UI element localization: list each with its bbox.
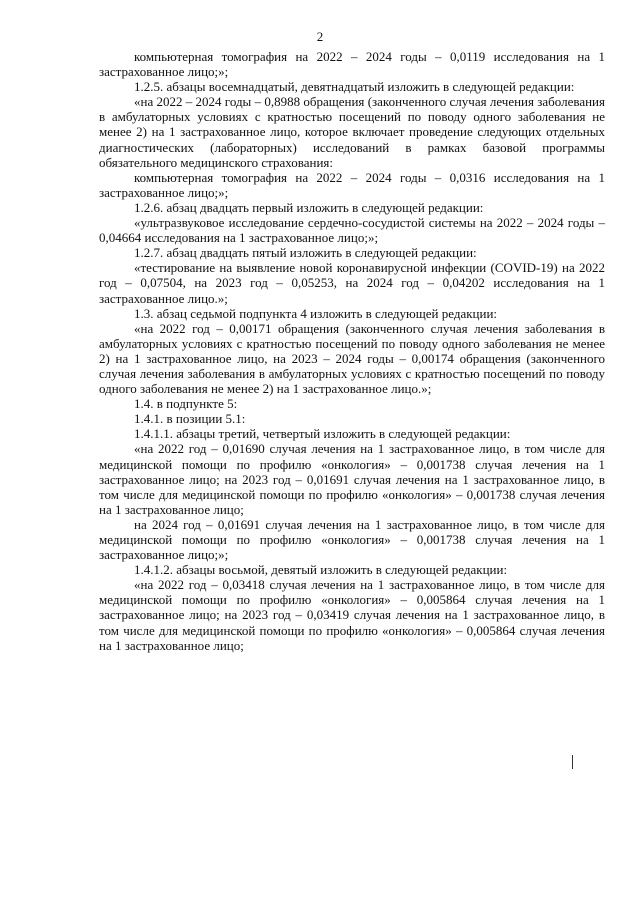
paragraph: 1.2.6. абзац двадцать первый изложить в следующей редакции: [134, 199, 484, 215]
paragraph: 1.4.1.1. абзацы третий, четвертый изложить в следующей редакции: [134, 426, 511, 442]
paragraph: «на 2022 – 2024 годы – 0,8988 обращения (законченного случая лечения заболевания в амбулаторных условиях с кратностью посещений по поводу одного заболевания не менее 2) на 1 застрахованное лицо, которое включает проведение следующих отдельных диагностических (лабораторных) исследований в рамках базовой программы обязательного медицинского страхования: [99, 94, 605, 170]
paragraph: 1.4. в подпункте 5: [134, 396, 238, 412]
document-body [99, 49, 605, 653]
paragraph: компьютерная томография на 2022 – 2024 годы – 0,0119 исследования на 1 застрахованное лицо;»; [99, 49, 605, 80]
paragraph: компьютерная томография на 2022 – 2024 годы – 0,0316 исследования на 1 застрахованное лицо;»; [99, 169, 605, 200]
paragraph: 1.2.5. абзацы восемнадцатый, девятнадцатый изложить в следующей редакции: [134, 79, 575, 95]
paragraph: 1.4.1. в позиции 5.1: [134, 411, 246, 427]
paragraph: 1.4.1.2. абзацы восьмой, девятый изложить в следующей редакции: [134, 562, 508, 578]
margin-mark [572, 755, 573, 769]
paragraph: «на 2022 год – 0,03418 случая лечения на 1 застрахованное лицо, в том числе для медицинской помощи по профилю «онкология» – 0,005864 случая лечения на 1 застрахованное лицо; на 2023 год – 0,03419 случая лечения на 1 застрахованное лицо, в том числе для медицинской помощи по профилю «онкология» – 0,005864 случая лечения на 1 застрахованное лицо; [99, 577, 605, 653]
paragraph: 1.3. абзац седьмой подпункта 4 изложить в следующей редакции: [134, 305, 498, 321]
paragraph: на 2024 год – 0,01691 случая лечения на 1 застрахованное лицо, в том числе для медицинской помощи по профилю «онкология» – 0,001738 случая лечения на 1 застрахованное лицо;»; [99, 516, 605, 563]
paragraph: 1.2.7. абзац двадцать пятый изложить в следующей редакции: [134, 245, 477, 261]
page-number: 2 [316, 29, 324, 44]
paragraph: «на 2022 год – 0,00171 обращения (законченного случая лечения заболевания в амбулаторных условиях с кратностью посещений по поводу одного заболевания не менее 2) на 1 застрахованное лицо, на 2023 – 2024 годы – 0,00174 обращения (законченного случая лечения заболевания в амбулаторных условиях с кратностью посещений по поводу одного заболевания не менее 2) на 1 застрахованное лицо.»; [99, 320, 605, 397]
paragraph: «ультразвуковое исследование сердечно-сосудистой системы на 2022 – 2024 годы – 0,04664 исследования на 1 застрахованное лицо;»; [99, 215, 605, 246]
paragraph: «на 2022 год – 0,01690 случая лечения на 1 застрахованное лицо, в том числе для медицинской помощи по профилю «онкология» – 0,001738 случая лечения на 1 застрахованное лицо; на 2023 год – 0,01691 случая лечения на 1 застрахованное лицо, в том числе для медицинской помощи по профилю «онкология» – 0,001738 случая лечения на 1 застрахованное лицо; [99, 441, 605, 517]
paragraph: «тестирование на выявление новой коронавирусной инфекции (COVID-19) на 2022 год – 0,07504, на 2023 год – 0,05253, на 2024 год – 0,04202 исследования на 1 застрахованное лицо.»; [99, 260, 605, 306]
